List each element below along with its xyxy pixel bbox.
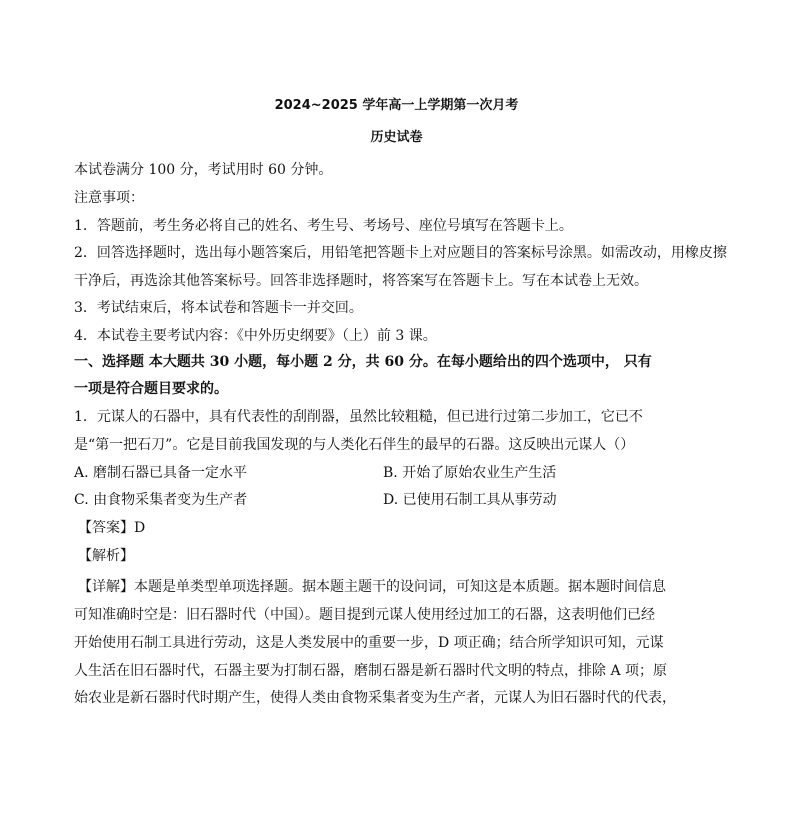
answer-text: 【答案】D bbox=[78, 520, 146, 536]
option-b: B. 开始了原始农业生产生活 bbox=[383, 465, 557, 481]
analysis-line: 始农业是新石器时代时期产生，使得人类由食物采集者变为生产者，元谋人为旧石器时代的代表， bbox=[74, 690, 676, 706]
analysis-line: 可知准确时空是：旧石器时代（中国）。题目提到元谋人使用经过加工的石器，这表明他们已经 bbox=[74, 607, 655, 623]
section-heading: 一、选择题 本大题共 30 小题，每小题 2 分，共 60 分。在每小题给出的四个选项中， 只有 bbox=[74, 354, 652, 370]
exam-title: 2024~2025 学年高一上学期第一次月考 bbox=[274, 98, 519, 113]
exam-subtitle: 历史试卷 bbox=[370, 130, 423, 145]
notice-item: 干净后，再选涂其他答案标号。回答非选择题时，将答案写在答题卡上。写在本试卷上无效。 bbox=[74, 273, 648, 289]
question-stem: 1．元谋人的石器中，具有代表性的刮削器，虽然比较粗糙，但已进行过第二步加工，它已不 bbox=[74, 409, 643, 425]
question-stem-cont: 是“第一把石刀”。它是目前我国发现的与人类化石伴生的最早的石器。这反映出元谋人（） bbox=[74, 437, 635, 453]
section-heading-cont: 一项是符合题目要求的。 bbox=[74, 381, 228, 397]
analysis-heading: 【解析】 bbox=[78, 548, 134, 564]
option-d: D. 已使用石制工具从事劳动 bbox=[383, 492, 557, 508]
option-a: A. 磨制石器已具备一定水平 bbox=[74, 465, 248, 481]
notice-item: 4．本试卷主要考试内容：《中外历史纲要》（上）前 3 课。 bbox=[74, 328, 437, 344]
option-c: C. 由食物采集者变为生产者 bbox=[74, 492, 248, 508]
notice-heading: 注意事项： bbox=[74, 190, 144, 206]
analysis-line: 人生活在旧石器时代，石器主要为打制石器，磨制石器是新石器时代文明的特点，排除 A 项；原 bbox=[74, 663, 668, 679]
notice-item: 2．回答选择题时，选出每小题答案后，用铅笔把答题卡上对应题目的答案标号涂黑。如需改动，用橡皮擦 bbox=[74, 245, 727, 261]
analysis-line: 【详解】本题是单类型单项选择题。据本题主题干的设问词，可知这是本质题。据本题时间信息 bbox=[78, 579, 666, 595]
notice-item: 1．答题前，考生务必将自己的姓名、考生号、考场号、座位号填写在答题卡上。 bbox=[74, 218, 573, 234]
notice-item: 3．考试结束后，将本试卷和答题卡一并交回。 bbox=[74, 300, 363, 316]
score-time-text: 本试卷满分 100 分，考试用时 60 分钟。 bbox=[74, 162, 333, 178]
analysis-line: 开始使用石制工具进行劳动，这是人类发展中的重要一步，D 项正确；结合所学知识可知，元谋 bbox=[74, 635, 664, 651]
